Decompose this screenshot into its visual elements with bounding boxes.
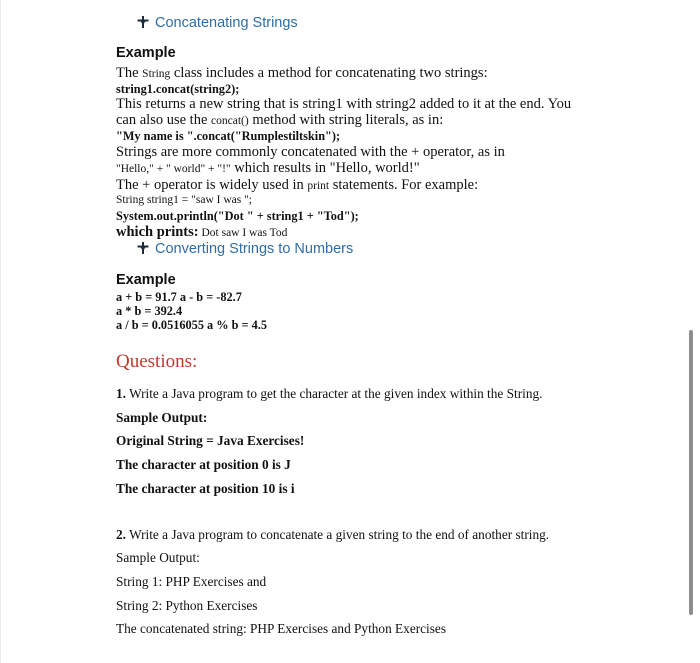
question-2-output-line: String 2: Python Exercises <box>116 598 258 613</box>
result-line: a / b = 0.0516055 a % b = 4.5 <box>116 318 268 332</box>
questions-title: Questions: <box>116 351 198 372</box>
paragraph-line: "Hello," + " world" + "!" which results in "Hello, world!" <box>116 160 420 176</box>
code-line: "My name is ".concat("Rumplestiltskin"); <box>116 129 341 143</box>
paragraph-line: The String class includes a method for concatenating two strings: <box>116 65 488 81</box>
example-label: Example <box>116 45 176 61</box>
code-line: String string1 = "saw I was "; <box>116 194 252 206</box>
heading-text: Concatenating Strings <box>155 15 298 31</box>
result-line: a + b = 91.7 a - b = -82.7 <box>116 290 242 304</box>
pushpin-bullet-icon <box>137 16 149 28</box>
question-2-output-line: The concatenated string: PHP Exercises and Python Exercises <box>116 621 446 636</box>
page-left-edge <box>0 0 1 663</box>
paragraph-line: Strings are more commonly concatenated with the + operator, as in <box>116 144 505 160</box>
paragraph-line: This returns a new string that is string1 with string2 added to it at the end. You <box>116 96 572 112</box>
result-line: a * b = 392.4 <box>116 304 183 318</box>
question-2-text: 2. Write a Java program to concatenate a given string to the end of another string. <box>116 527 550 542</box>
question-1-output-line: Original String = Java Exercises! <box>116 433 305 448</box>
code-line: string1.concat(string2); <box>116 82 240 96</box>
paragraph-line: The + operator is widely used in print statements. For example: <box>116 177 479 193</box>
paragraph-line: can also use the concat() method with string literals, as in: <box>116 112 444 128</box>
question-1-output-line: The character at position 0 is J <box>116 457 291 472</box>
question-2-output-line: String 1: PHP Exercises and <box>116 574 267 589</box>
question-1-text: 1. Write a Java program to get the character at the given index within the String. <box>116 386 543 401</box>
prints-line: which prints: Dot saw I was Tod <box>116 224 288 240</box>
vertical-scrollbar[interactable] <box>689 330 693 615</box>
section-heading-concatenating <box>137 15 298 31</box>
heading-text: Converting Strings to Numbers <box>155 241 354 257</box>
example-label: Example <box>116 272 176 288</box>
question-1-output-line: The character at position 10 is i <box>116 481 295 496</box>
question-2-sample-label: Sample Output: <box>116 550 200 565</box>
section-heading-converting <box>137 241 353 257</box>
pushpin-bullet-icon <box>137 242 149 254</box>
code-line: System.out.println("Dot " + string1 + "Tod"); <box>116 209 359 223</box>
question-1-sample-label: Sample Output: <box>116 410 208 425</box>
